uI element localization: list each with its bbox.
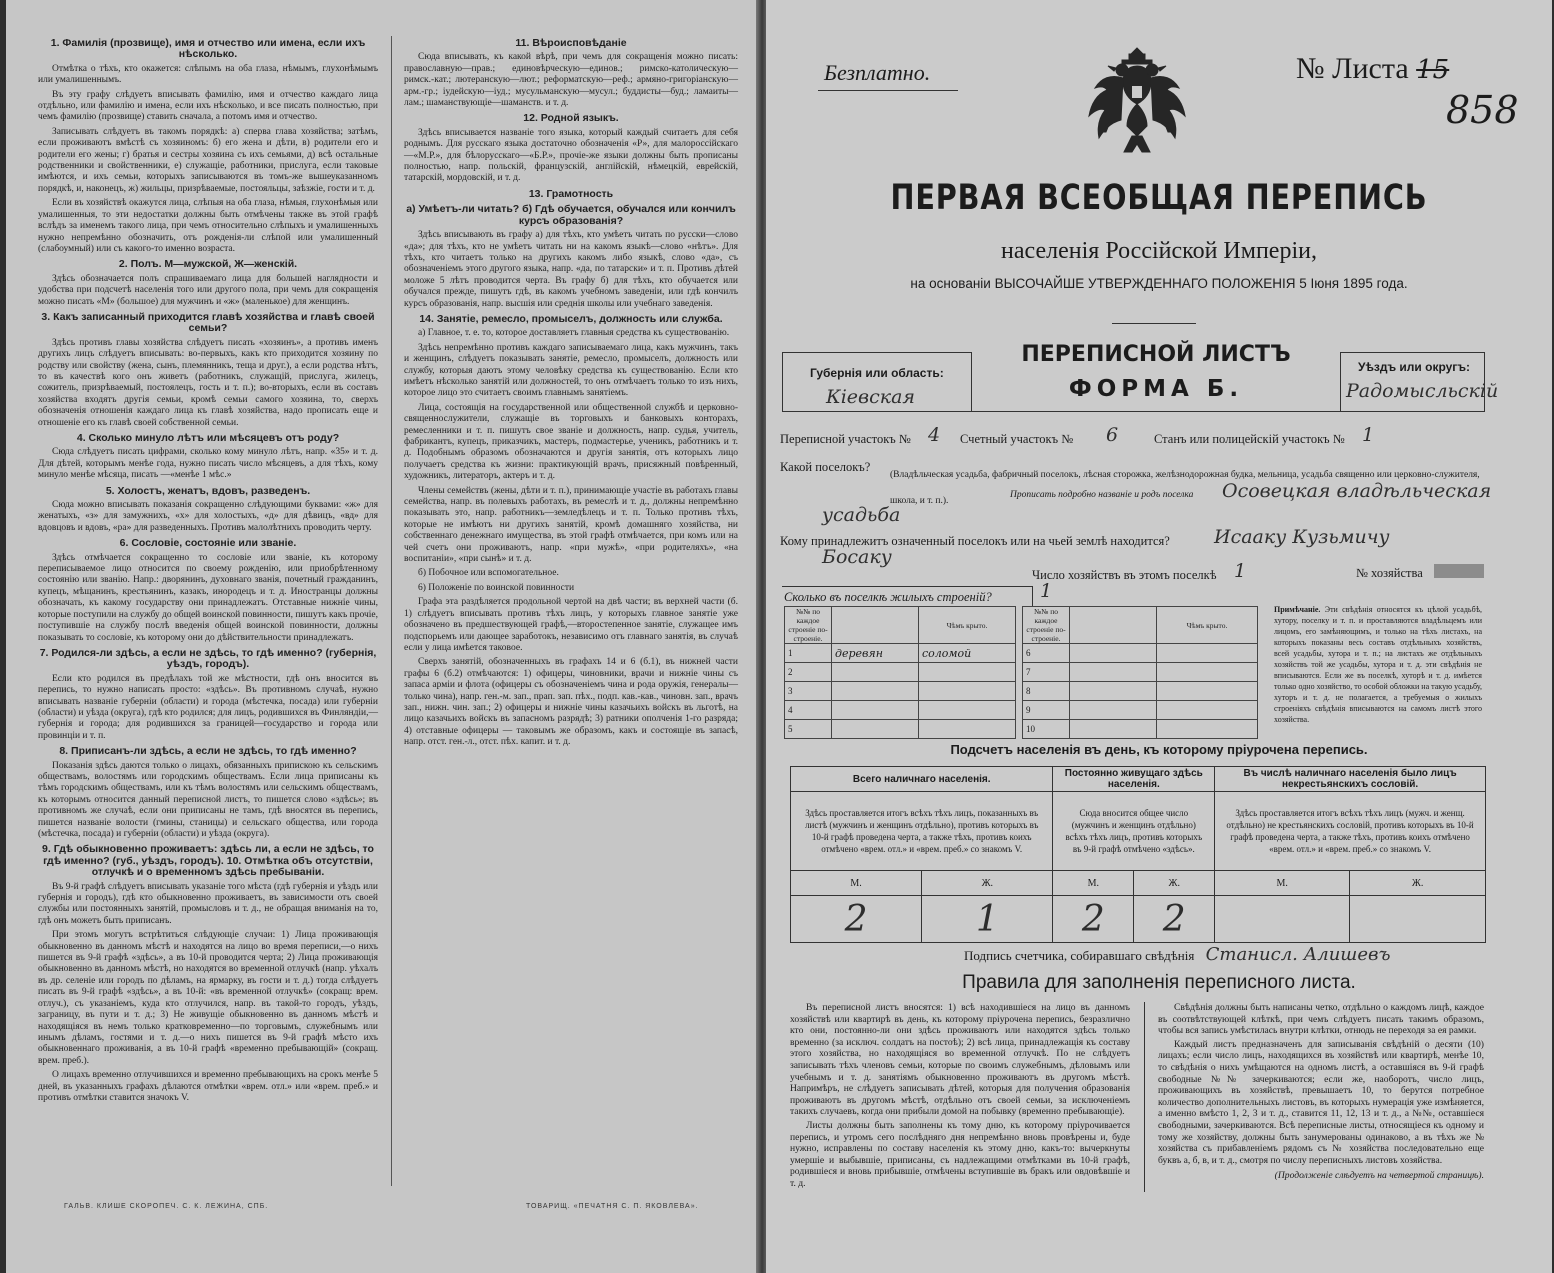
paragraph: а) Главное, т. е. то, которое доставляетъ главныя средства къ существованію. bbox=[418, 328, 730, 339]
paragraph: Здѣсь обозначается полъ спрашиваемаго лица для большей наглядности и удобства при подсчетѣ населенія того или другого пола, при чемъ для сокращенія можно писать «М» (большое) для мужчинъ и «ж» (маленькое) для женщинъ. bbox=[38, 273, 378, 307]
row-number: 7 bbox=[1023, 663, 1070, 682]
table-row bbox=[785, 663, 1016, 682]
instructions-column-2 bbox=[404, 34, 738, 752]
roof-cell[interactable] bbox=[1157, 720, 1258, 739]
imprint-right: ТОВАРИЩ. «ПЕЧАТНЯ С. П. ЯКОВЛЕВА». bbox=[526, 1203, 699, 1210]
divider bbox=[818, 90, 958, 91]
archive-number-handwritten: 858 bbox=[1446, 88, 1519, 132]
section-heading: 11. Вѣроисповѣданіе bbox=[515, 37, 627, 49]
gubernia-label: Губернія или область: bbox=[810, 366, 944, 380]
note-lead: Примѣчаніе. bbox=[1274, 605, 1321, 614]
free-of-charge-label: Безплатно. bbox=[824, 60, 931, 85]
paragraph: Въ 9-й графѣ слѣдуетъ вписывать указаніе того мѣста (гдѣ губернія и уѣздъ или губернія и городъ), гдѣ кто обыкновенно проживаетъ, въ зависимости отъ своей службы или постоянныхъ занятій, промысловъ и т. д., не обращая вниманія на то, гдѣ онъ можетъ быть приписанъ. bbox=[38, 881, 378, 926]
uchastok-label: Переписной участокъ № bbox=[780, 432, 911, 446]
census-basis: на основаніи ВЫСОЧАЙШЕ УТВЕРЖДЕННАГО ПОЛОЖЕНІЯ 5 Іюня 1895 года. bbox=[910, 276, 1408, 291]
instructions-column-1 bbox=[38, 34, 378, 1107]
paragraph: Сюда можно вписывать показанія сокращенно слѣдующими буквами: «ж» для женатыхъ, «з» для замужнихъ, «х» для холостыхъ, «д» для дѣвицъ, «вд» для вдовцовъ и вдовъ, «ра» для разведенныхъ. Противъ малолѣтнихъ проводить черту. bbox=[38, 500, 378, 533]
buildings-table-right bbox=[1022, 606, 1258, 739]
owner-field[interactable]: Исааку Кузьмичу bbox=[1214, 526, 1390, 548]
row-number: 1 bbox=[785, 644, 832, 663]
paragraph: Сюда слѣдуетъ писать цифрами, сколько кому минуло лѣтъ, напр. «35» и т. д. Для дѣтей, которымъ менѣе года, нужно писать число мѣсяцевъ, а для тѣхъ, кому минуло менѣе мѣсяца, писать —«менѣе 1 мѣс.» bbox=[38, 447, 378, 481]
buildings-note bbox=[1274, 604, 1482, 725]
paragraph: б) Побочное или вспомогательное. bbox=[418, 568, 559, 579]
paragraph: О лицахъ временно отлучившихся и временно пребывающихъ на срокъ менѣе 5 дней, въ указанныхъ графахъ дѣлаются отмѣтки «врем. отл.» или «врем. преб.» и противъ отмѣтки ставится значокъ V. bbox=[38, 1070, 378, 1103]
houses-label: Сколько въ поселкѣ жилыхъ строеній? bbox=[784, 590, 992, 604]
poselok-hint: (Владѣльческая усадьба, фабричный поселокъ, лѣсная сторожка, желѣзнодорожная будка, мельница, усадьба священно или церковно-служителя, школа, и т. п.). bbox=[890, 470, 1480, 506]
section-heading: 6. Сословіе, состояніе или званіе. bbox=[119, 537, 297, 550]
paragraph: Если кто родился въ предѣлахъ той же мѣстности, гдѣ онъ вносится въ перепись, то нужно написать просто: «здѣсь». Въ противномъ случаѣ, нужно вписывать названіе губерніи (области) и города (мѣстечка, посада) или губерніи (области) и уѣзда (округа), гдѣ кто родился; для лицъ, родившихся въ Финляндіи,—губернія и города; для родившихся за границей—государство и города или провинціи и т. п. bbox=[38, 673, 378, 741]
row-number: 9 bbox=[1023, 701, 1070, 720]
material-cell[interactable] bbox=[1070, 644, 1157, 663]
double-headed-eagle-emblem bbox=[1082, 40, 1192, 162]
section-heading: 3. Какъ записанный приходится главѣ хозяйства и главѣ своей семьи? bbox=[41, 310, 375, 335]
col-roof-header: Чѣмъ крыто. bbox=[1157, 607, 1258, 644]
rules-paragraph: Свѣдѣнія должны быть написаны четко, отдѣльно о каждомъ лицѣ, каждое въ соотвѣтствующей клѣткѣ, при чемъ слѣдуетъ писать такимъ образомъ, чтобы вся запись умѣстилась внутри клѣтки, отнюдь не переходя за ея рамки. bbox=[1158, 1002, 1484, 1037]
paragraph: Здѣсь вписывается названіе того языка, который каждый считаетъ для себя роднымъ. Для русскаго языка достаточно обозначенія «Р», для малороссійскаго—«М.Р.», для бѣлорусскаго—«Б.Р.», прочіе-же языки должны быть прописаны полностью, напр. польскій, французскій, англійскій, нѣмецкій, еврейскій, татарскій, мордовскій, и т. д. bbox=[404, 127, 738, 184]
material-cell[interactable] bbox=[1070, 720, 1157, 739]
row-number: 10 bbox=[1023, 720, 1070, 739]
non-peasant-explanation: Здѣсь проставляется итогъ всѣхъ тѣхъ лицъ (мужч. и женщ. отдѣльно) не крестьянскихъ сословій, противъ которыхъ въ 10-й графѣ проведена черта, а также тѣхъ, противъ коихъ отмѣчено «врем. отл.» и «врем. преб.» со знакомъ V. bbox=[1215, 792, 1486, 871]
box-rule bbox=[782, 352, 972, 353]
row-number: 6 bbox=[1023, 644, 1070, 663]
section-heading: 14. Занятіе, ремесло, промыселъ, должность или служба. bbox=[419, 312, 723, 325]
male-label: М. bbox=[1215, 871, 1350, 896]
column-divider bbox=[1144, 1002, 1145, 1192]
poselok-label: Какой поселокъ? bbox=[780, 460, 871, 474]
form-subtitle: ФОРМА Б. bbox=[1068, 376, 1244, 402]
section-heading: 8. Приписанъ-ли здѣсь, а если не здѣсь, то гдѣ именно? bbox=[59, 745, 357, 758]
paragraph: Сверхъ занятій, обозначенныхъ въ графахъ 14 и 6 (б.1), въ нижней части графы 6 (б.2) отмѣчаются: 1) офицеры, чиновники, врачи и нижніе чины съ запаса арміи и флота (офицеры съ обозначеніемъ чина и рода оружія, генералы—только чина), напр. ген.-м. зап., прап. зап. пѣх., подп. кав.-кав., чиновн. зап., врачъ зап., нижн. чин. зап.; 2) офицеры и нижніе чины казачьихъ войскъ въ льготѣ, на лицо казачьихъ войскъ въ запасномъ разрядѣ; 3) ратники ополченія 1-го разряда; 4) отставные офицеры — таковымъ же образомъ, какъ и состоящіе въ запасѣ, напр. отст. ген.-л., отст. пѣх. капит. и т. д. bbox=[404, 657, 738, 748]
material-cell[interactable]: деревян bbox=[832, 644, 919, 663]
roof-cell[interactable]: соломой bbox=[919, 644, 1016, 663]
table-row bbox=[1023, 663, 1258, 682]
continued-note: (Продолженіе слѣдуетъ на четвертой страницѣ). bbox=[1274, 1170, 1484, 1182]
sheet-number bbox=[1296, 52, 1449, 86]
section-heading: 9. Гдѣ обыкновенно проживаетъ: здѣсь ли, а если не здѣсь, то гдѣ именно? (губ., уѣздъ, городъ). 10. Отмѣтка объ отсутствіи, отлучкѣ и о временномъ здѣсь пребываніи. bbox=[42, 843, 374, 879]
row-number: 2 bbox=[785, 663, 832, 682]
houses-field[interactable]: 1 bbox=[1040, 580, 1053, 602]
rules-paragraph: Въ переписной листъ вносятся: 1) всѣ находившіеся на лицо въ данномъ хозяйствѣ или квартирѣ въ день, къ которому пріурочена перепись, безразлично кто они, постоянно-ли они здѣсь проживаютъ или находятся здѣсь только временно (за исключ. солдатъ на постоѣ); 2) всѣ лица, принадлежащія къ составу этого хозяйства, но находящіяся во временной отлучкѣ. По не слѣдуетъ записывать тѣхъ членовъ семьи, которые по своимъ служебнымъ, дѣловымъ или учебнымъ и т. д. занятіямъ обыкновенно проживаютъ въ другомъ мѣстѣ. Напримѣръ, не слѣдуетъ записывать дѣтей, которыя для получения образованія проживаютъ въ другомъ мѣстѣ, отдѣльно отъ своей семьи, за исключеніемъ такихъ случаевъ, когда они прибыли домой на побывку (временно пребывающіе). bbox=[790, 1002, 1130, 1118]
material-cell[interactable] bbox=[832, 663, 919, 682]
households-field[interactable]: 1 bbox=[1234, 560, 1247, 582]
rules-column-right bbox=[1158, 1002, 1484, 1182]
male-label: М. bbox=[1053, 871, 1134, 896]
section-heading: 7. Родился-ли здѣсь, а если не здѣсь, то гдѣ именно? (губернія, уѣздъ, городъ). bbox=[39, 646, 377, 671]
census-subtitle: населенія Россійской Имперіи, bbox=[1001, 238, 1317, 264]
uezd-label: Уѣздъ или округъ: bbox=[1358, 360, 1471, 374]
paragraph: Отмѣтка о тѣхъ, кто окажется: слѣпымъ на оба глаза, нѣмымъ, глухонѣмымъ или умалишеннымъ. bbox=[38, 63, 378, 86]
female-label: Ж. bbox=[1134, 871, 1215, 896]
population-count-title: Подсчетъ населенія въ день, къ которому пріурочена перепись. bbox=[950, 742, 1368, 757]
section-heading: 12. Родной языкъ. bbox=[523, 112, 619, 125]
total-present-header: Всего наличнаго населенія. bbox=[791, 767, 1053, 792]
female-label: Ж. bbox=[922, 871, 1053, 896]
material-cell[interactable] bbox=[832, 720, 919, 739]
section-heading: 4. Сколько минуло лѣтъ или мѣсяцевъ отъ роду? bbox=[76, 432, 340, 444]
enumerator-signature bbox=[964, 944, 1390, 965]
table-row bbox=[785, 701, 1016, 720]
table-row bbox=[1023, 720, 1258, 739]
note-text: Эти свѣдѣнія относятся къ цѣлой усадьбѣ, хутору, поселку и т. п. и проставляются владѣльцемъ или лицомъ, его замѣняющимъ, и только на тѣхъ листахъ, на которыхъ показаны весь составъ отдѣльныхъ хозяйствъ, всей усадьбы, хутора и т. п.; на листахъ же отдѣльныхъ хозяйствъ той же усадьбы, хутора и т. д. эти свѣдѣнія не вписываются. Если же въ поселкѣ, хуторѣ и т. д. имѣется только одно хозяйство, то особой обложки на такую усадьбу, хуторъ и т. д. не полагается, а требуемыя о жилыхъ строеніяхъ свѣдѣнія вписываются на самомъ листѣ этого хозяйства. bbox=[1274, 605, 1482, 724]
roof-cell[interactable] bbox=[1157, 663, 1258, 682]
paragraph: Здѣсь противъ главы хозяйства слѣдуетъ писать «хозяинъ», а противъ именъ другихъ лицъ слѣдуетъ вписывать: во-первыхъ, какъ кто приходится хозяину по родству или свойству (жена, сынъ, племянникъ, теща и друг.), а если родства нѣтъ, то въ качествѣ кого онъ живетъ (работникъ, служащій, прислуга, жилецъ, сожитель, призрѣваемый, постоялецъ, гость и т. п.); во-вторыхъ, если въ составъ хозяйства входятъ другія семьи, кромѣ семьи самого хозяина, то, сверхъ обозначенія отношенія каждаго лица къ главѣ хозяйства, надо прописать еще и отношеніе его къ главѣ своей собственной семьи. bbox=[38, 337, 378, 428]
table-row bbox=[1023, 644, 1258, 663]
gubernia-field[interactable]: Кіевская bbox=[826, 386, 915, 408]
owner-field-2[interactable]: Босаку bbox=[822, 546, 892, 568]
schetny-label: Счетный участокъ № bbox=[960, 432, 1074, 446]
sheet-number-label: № Листа bbox=[1296, 52, 1409, 85]
paragraph: Члены семействъ (жены, дѣти и т. п.), принимающіе участіе въ работахъ главы семейства, напр. въ полевыхъ работахъ, въ ремеслѣ и т. д., должны непремѣнно показывать это, напр. работникъ—земледѣлецъ и т. п. Только противъ тѣхъ, которые не имѣютъ ни другихъ занятій, кромѣ домашняго хозяйства, ни собственнаго денежнаго имущества, въ этой графѣ отмѣчается, при комъ или на чей счетъ они проживаютъ, напр. «при мужѣ», «при родителяхъ», «на воспитаніи», «при сынѣ» и т. д. bbox=[404, 485, 738, 565]
male-label: М. bbox=[791, 871, 922, 896]
col-no-header: №№ по каждое строеніе построеніе. bbox=[1023, 607, 1070, 644]
non-peasant-male-value[interactable] bbox=[1215, 896, 1350, 943]
section-heading: 2. Полъ. М—мужской, Ж—женскій. bbox=[118, 258, 298, 271]
paragraph: При этомъ могутъ встрѣтиться слѣдующіе случаи: 1) Лица проживающія обыкновенно въ данномъ мѣстѣ и находятся на лицо во время переписи,—о нихъ пишется въ 9-й графѣ «здѣсь», а въ 10-й проводится черта; 2) Лица проживающія обыкновенно въ данномъ мѣстѣ, но находятся во временной отлучкѣ (напр. уѣхалъ въ др. селеніе или городъ по дѣламъ, на ярмарку, въ гости и т. д.) тогда слѣдуетъ писать въ 9-й графѣ «здѣсь», а въ 10-й: «въ временной отлучкѣ» (сокращ: врем. отлуч.), съ указаніемъ, куда кто отлучился, напр. въ такой-то городъ, уѣздъ, заграницу, въ пути и т. д.; 3) Не живущіе обыкновенно въ данномъ мѣстѣ и находящіяся въ немъ только кратковременно—по торговымъ, служебнымъ или инымъ дѣламъ, гостями и т. д.—о нихъ пишется въ 9-й графѣ мѣсто ихъ обыкновеннаго проживанія, а въ 10-й графѣ «временно пребывающій» (сокращ. врем. преб.). bbox=[38, 930, 378, 1066]
box-rule bbox=[782, 586, 1032, 587]
col-no-header: №№ по каждое строеніе построеніе. bbox=[785, 607, 832, 644]
uchastok-field[interactable]: 4 bbox=[928, 424, 941, 446]
rules-column-left bbox=[790, 1002, 1130, 1192]
non-peasant-female-value[interactable] bbox=[1350, 896, 1486, 943]
non-peasant-header: Въ числѣ наличнаго населенія было лицъ некрестьянскихъ сословій. bbox=[1215, 767, 1486, 792]
box-rule bbox=[782, 352, 783, 412]
households-label: Число хозяйствъ въ этомъ поселкѣ bbox=[1032, 568, 1217, 582]
female-label: Ж. bbox=[1350, 871, 1486, 896]
roof-cell[interactable] bbox=[1157, 644, 1258, 663]
paragraph: Показанія здѣсь даются только о лицахъ, обязанныхъ припискою къ сельскимъ обществамъ, волостямъ или городскимъ обществамъ. Если лица приписаны къ тѣмъ городскимъ обществамъ, или къ тѣмъ волостямъ или сельскимъ обществамъ, къ которымъ относится данный переписной листъ, то пишется слово «здѣсь»; въ противномъ же случаѣ, если они приписаны не тамъ, гдѣ вносятся въ перепись, пишется названіе волости (гмины, станицы) и сельскаго общества, или города (мѣстечка, посада) и губерніи (области) и уѣзда (округа). bbox=[38, 760, 378, 839]
table-row bbox=[785, 644, 1016, 663]
material-cell[interactable] bbox=[1070, 663, 1157, 682]
population-count-table bbox=[790, 766, 1486, 943]
table-row bbox=[1023, 701, 1258, 720]
paragraph: Здѣсь отмѣчается сокращенно то сословіе или званіе, къ которому переписываемое лицо относится по своему рожденію, или приобрѣтенному состоянію или званію. Напр.: дворянинъ, духовнаго званія, почетный гражданинъ, купецъ, мѣщанинъ, крестьянинъ, казакъ, инородецъ и т. д. Иностранцы должны обозначать, къ какому государству они принадлежатъ. Отставные нижніе чины, которые поступили на службу до общей воинской повинности, пишутъ какъ прочіе, поступившіе на службу послѣ введенія общей воинской повинности, должны показывать то сословіе, къ которому они до дѣйствительности принадлежатъ. bbox=[38, 552, 378, 643]
box-rule bbox=[1032, 586, 1033, 606]
permanent-residents-explanation: Сюда вносится общее число (мужчинъ и женщинъ отдѣльно) всѣхъ тѣхъ лицъ, противъ которыхъ въ 9-й графѣ отмѣчено «здѣсь». bbox=[1053, 792, 1215, 871]
household-no-label: № хозяйства bbox=[1356, 566, 1423, 580]
roof-cell[interactable] bbox=[919, 663, 1016, 682]
roof-cell[interactable] bbox=[919, 701, 1016, 720]
form-title: ПЕРЕПИСНОЙ ЛИСТЪ bbox=[1021, 342, 1291, 367]
row-number: 3 bbox=[785, 682, 832, 701]
roof-cell[interactable] bbox=[919, 720, 1016, 739]
buildings-table-left bbox=[784, 606, 1016, 739]
table-row bbox=[785, 682, 1016, 701]
stan-field[interactable]: 1 bbox=[1362, 424, 1375, 446]
household-no-field[interactable] bbox=[1434, 564, 1484, 578]
paragraph: Здѣсь непремѣнно противъ каждаго записываемаго лица, какъ мужчинъ, такъ и женщинъ, слѣдуетъ показывать занятіе, ремесло, промыселъ, должность или службу, которыя даютъ этому человѣку средства къ существованію. Если кто имѣетъ нѣсколько занятій или должностей, то онъ отмѣчаетъ только то изъ нихъ, которое лицо это считаетъ своимъ главнымъ занятіемъ. bbox=[404, 342, 738, 399]
paragraph: Записывать слѣдуетъ въ такомъ порядкѣ: а) сперва глава хозяйства; затѣмъ, если проживаютъ вмѣстѣ съ хозяиномъ: б) его жена и дѣти, в) родители его и родители его жены; г) братья и сестры хозяина съ ихъ семьями, д) всѣ остальные родственники и свойственники, е) служащіе, работники, прислуга, если таковые имѣются, и ихъ семьи, которыхъ записываются въ томъ-же вышеуказанномъ порядкѣ, и, наконецъ, ж) жильцы, призрѣваемые, постояльцы, заѣзжіе, гости и т. д. bbox=[38, 126, 378, 194]
section-heading: а) Умѣетъ-ли читать? б) Гдѣ обучается, обучался или кончилъ курсъ образованія? bbox=[406, 203, 736, 227]
box-rule bbox=[1340, 352, 1484, 353]
divider bbox=[1112, 323, 1196, 324]
row-number: 5 bbox=[785, 720, 832, 739]
material-cell[interactable] bbox=[1070, 682, 1157, 701]
roof-cell[interactable] bbox=[1157, 701, 1258, 720]
paragraph: Здѣсь вписывають въ графу а) для тѣхъ, кто умѣетъ читать по русски—слово «да»; для тѣхъ, кто не умѣетъ читать ни на какомъ языкѣ—слово «нѣтъ». Для тѣхъ, кто читаетъ только на другихъ какомъ либо языкѣ, слово «да», съ обозначеніемъ этого другого языка, напр. «да, по татарски» и т. п. Противъ дѣтей моложе 5 лѣтъ проводится черта. Въ графу б) для тѣхъ, кто обучается или обучался прежде, пишутъ гдѣ, въ какомъ учебномъ заведеніи, или гдѣ кончилъ курсъ образованія, напр. высшія или среднія школы или учебнаго заведенія. bbox=[404, 230, 738, 309]
rules-title: Правила для заполненія переписного листа. bbox=[962, 972, 1356, 993]
section-heading: 1. Фамилія (прозвище), имя и отчество или имена, если ихъ нѣсколько. bbox=[50, 37, 366, 61]
schetny-field[interactable]: 6 bbox=[1106, 424, 1119, 446]
poselok-field[interactable]: Осовецкая владѣльческая bbox=[1222, 480, 1492, 502]
section-heading: 13. Грамотность bbox=[528, 187, 614, 200]
material-cell[interactable] bbox=[832, 701, 919, 720]
rules-paragraph: Листы должны быть заполнены къ тому дню, къ которому пріурочивается перепись, и утромъ сего послѣдняго дня непремѣнно вновь провѣрены и, буде нужно, исправлены по составу населенія къ этому дню, какъ-то: вычеркнуты умершіе и выбывшіе, приписаны, съ надлежащими отмѣтками въ 10-й графѣ, родившіеся и вновь прибывшіе, отмѣчены вступившіе въ бракъ или овдовѣвшіе и т. д. bbox=[790, 1119, 1130, 1189]
section-heading: 5. Холостъ, женатъ, вдовъ, разведенъ. bbox=[105, 484, 311, 497]
material-cell[interactable] bbox=[1070, 701, 1157, 720]
material-cell[interactable] bbox=[832, 682, 919, 701]
total-present-explanation: Здѣсь проставляется итогъ всѣхъ тѣхъ лицъ, показанныхъ въ листѣ (мужчинъ и женщинъ отдѣльно), противъ которыхъ въ 10-й графѣ проведена черта, а также тѣхъ, противъ коихъ отмѣчено «врем. отл.» и «врем. преб.» со знакомъ V. bbox=[791, 792, 1053, 871]
rules-paragraph: Каждый листъ предназначенъ для записыванія свѣдѣній о десяти (10) лицахъ; если число лицъ, находящихся въ хозяйствѣ или квартирѣ, менѣе 10, то свѣдѣнія о нихъ умѣщаются на одномъ листѣ, а оставшіяся въ 9-й графѣ свободные №№ зачеркиваются; если же, наоборотъ, число лицъ, проживающихъ въ хозяйствѣ, превышаетъ 10, то берутся потребное количество дополнительныхъ листовъ, въ которыхъ нумерація уже измѣняется, а именно вмѣсто 1, 2, 3 и т. д., ставится 11, 12, 13 и т. д., а №№, оставшіеся свободными, зачеркиваются. Всѣ переписные листы, относящіеся къ одному и тому же хозяйству, должны быть занумерованы одинаково, а въ тѣхъ же № хозяйства съ прибавленіемъ рядомъ съ № хозяйства последовательно еще буквъ а, б, в, и т. д., смотря по числу переписныхъ листовъ хозяйства. bbox=[1158, 1038, 1484, 1166]
row-number: 4 bbox=[785, 701, 832, 720]
permanent-female-value[interactable]: 2 bbox=[1134, 896, 1215, 943]
left-page-instructions bbox=[6, 0, 758, 1273]
poselok-field-2[interactable]: усадьба bbox=[822, 504, 901, 526]
uezd-field[interactable]: Радомысльскій bbox=[1346, 380, 1499, 402]
paragraph: Лица, состоящія на государственной или общественной службѣ и церковно-священнослужители, служащіе въ торговыхъ и банковыхъ конторахъ, ремесленники и т. п. пишутъ свое званіе и должность, напр. судья, учитель, фабрикантъ, купецъ, приказчикъ, мастеръ, подмастерье, ученикъ, работникъ и т. д. Подобнымъ образомъ обозначаются и другія занятія, отъ которыхъ лицо получаетъ средства къ жизни: практикующій врачъ, присяжный повѣренный, художникъ, литераторъ, актеръ и т. д. bbox=[404, 402, 738, 482]
col-roof-header: Чѣмъ крыто. bbox=[919, 607, 1016, 644]
roof-cell[interactable] bbox=[919, 682, 1016, 701]
signature-label: Подпись счетчика, собиравшаго свѣдѣнія bbox=[964, 948, 1195, 963]
total-male-value[interactable]: 2 bbox=[791, 896, 922, 943]
row-number: 8 bbox=[1023, 682, 1070, 701]
sheet-number-handwritten: 15 bbox=[1416, 55, 1450, 85]
table-row bbox=[785, 720, 1016, 739]
imprint-left: ГАЛЬВ. КЛИШЕ СКОРОПЕЧ. С. К. ЛЕЖИНА, СПБ. bbox=[64, 1203, 269, 1210]
column-divider bbox=[391, 36, 392, 1186]
paragraph: 6) Положеніе по воинской повинности bbox=[418, 582, 575, 593]
paragraph: Графа эта раздѣляется продольной чертой на двѣ части; въ верхней части (б. 1) слѣдуетъ вписывать противъ тѣхъ лицъ, у которыхъ главное занятіе уже обозначено въ предшествующей графѣ,—второстепенное занятіе, служащее имъ подспорьемъ или дающее заработокъ, независимо отъ главнаго занятія, въ случаѣ если у лица имѣется таковое. bbox=[404, 597, 738, 653]
total-female-value[interactable]: 1 bbox=[922, 896, 1053, 943]
table-row bbox=[1023, 682, 1258, 701]
paragraph: Въ эту графу слѣдуетъ вписывать фамилію, имя и отчество каждаго лица отдѣльно, или фамилію и имена, если ихъ нѣсколько, и все писать полностью, при чемъ фамилію (прозвище) ставить сначала, а потомъ имя и отчество. bbox=[38, 89, 378, 123]
box-rule bbox=[782, 411, 1484, 412]
roof-cell[interactable] bbox=[1157, 682, 1258, 701]
permanent-male-value[interactable]: 2 bbox=[1053, 896, 1134, 943]
right-page-census-form bbox=[766, 0, 1552, 1273]
census-title: ПЕРВАЯ ВСЕОБЩАЯ ПЕРЕПИСЬ bbox=[890, 178, 1428, 218]
signature-field[interactable]: Станисл. Алишевъ bbox=[1205, 944, 1391, 965]
paragraph: Если въ хозяйствѣ окажутся лица, слѣпыя на оба глаза, нѣмыя, глухонѣмыя или умалишенныя, то эти недостатки должны быть отмѣчены также въ этой графѣ вслѣдъ за именемъ такого лица, при чемъ относительно слѣпыхъ и умалишенныхъ нужно непремѣнно обозначить, отъ рожденія-ли слѣпой или умалишенный (слабоумный) или съ какого-то именно возраста. bbox=[38, 198, 378, 254]
owner-label: Кому принадлежитъ означенный поселокъ или на чьей землѣ находится? bbox=[780, 534, 1170, 548]
permanent-residents-header: Постоянно живущаго здѣсь населенія. bbox=[1053, 767, 1215, 792]
poselok-hint-2: Прописать подробно названіе и родъ поселка bbox=[1010, 490, 1194, 500]
paragraph: Сюда вписывать, къ какой вѣрѣ, при чемъ для сокращенія можно писать: православную—прав.; единовѣрческую—единов.; римско-католическую—римск.-кат.; лютеранскую—лют.; реформатскую—реф.; армяно-григоріанскую—арм.-гр.; іудейскую—іуд.; мусульманскую—мусул.; буддисты—буд.; ламаиты—лам.; шаманствующіе—шаманств. и т. д. bbox=[404, 52, 738, 109]
stan-label: Станъ или полицейскій участокъ № bbox=[1154, 432, 1345, 446]
